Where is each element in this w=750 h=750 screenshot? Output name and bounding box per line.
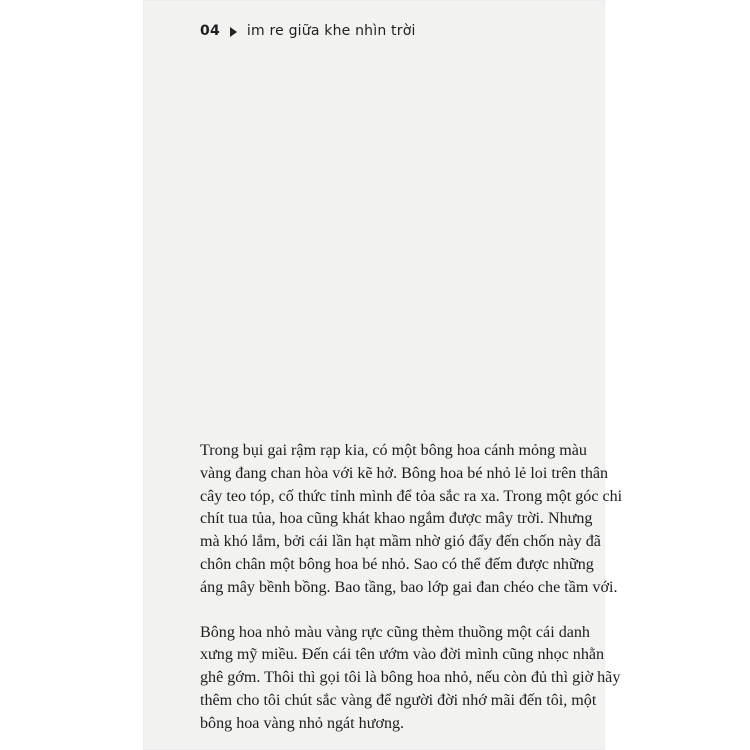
text-line: áng mây bềnh bồng. Bao tầng, bao lớp gai đan chéo che tầm với.: [200, 578, 618, 596]
text-line: vàng đang chan hòa với kẽ hở. Bông hoa bé nhỏ lẻ loi trên thân: [200, 464, 609, 482]
body-text: [200, 440, 623, 736]
page-header: [200, 21, 416, 41]
text-line: Bông hoa nhỏ màu vàng rực cũng thèm thuồng một cái danh: [200, 623, 590, 641]
text-line: ghê gớm. Thôi thì gọi tôi là bông hoa nhỏ, nếu còn đủ thì giờ hãy: [200, 669, 621, 687]
text-line: xưng mỹ miều. Đến cái tên ướm vào đời mình cũng nhọc nhằn: [200, 646, 605, 664]
paragraph-1: [200, 440, 623, 600]
text-line: cây teo tóp, cố thức tỉnh mình để tỏa sắc ra xa. Trong một góc chi: [200, 487, 623, 505]
text-line: bông hoa vàng nhỏ ngát hương.: [200, 714, 405, 732]
text-line: mà khó lắm, bởi cái lần hạt mầm nhờ gió đẩy đến chốn này đã: [200, 533, 601, 551]
text-line: chít tua tủa, hoa cũng khát khao ngắm được mây trời. Nhưng: [200, 510, 593, 528]
text-line: thêm cho tôi chút sắc vàng để người đời nhớ mãi đến tôi, một: [200, 691, 597, 709]
text-line: Trong bụi gai rậm rạp kia, có một bông hoa cánh mỏng màu: [200, 442, 587, 459]
text-line: chôn chân một bông hoa bé nhỏ. Sao có thể đếm được những: [200, 555, 594, 573]
paragraph-gap: [200, 600, 605, 622]
chapter-title: im re giữa khe nhìn trời: [246, 23, 416, 39]
paragraph-2: [200, 622, 621, 736]
right-triangle-icon: [230, 27, 237, 37]
page-number: 04: [200, 23, 220, 39]
